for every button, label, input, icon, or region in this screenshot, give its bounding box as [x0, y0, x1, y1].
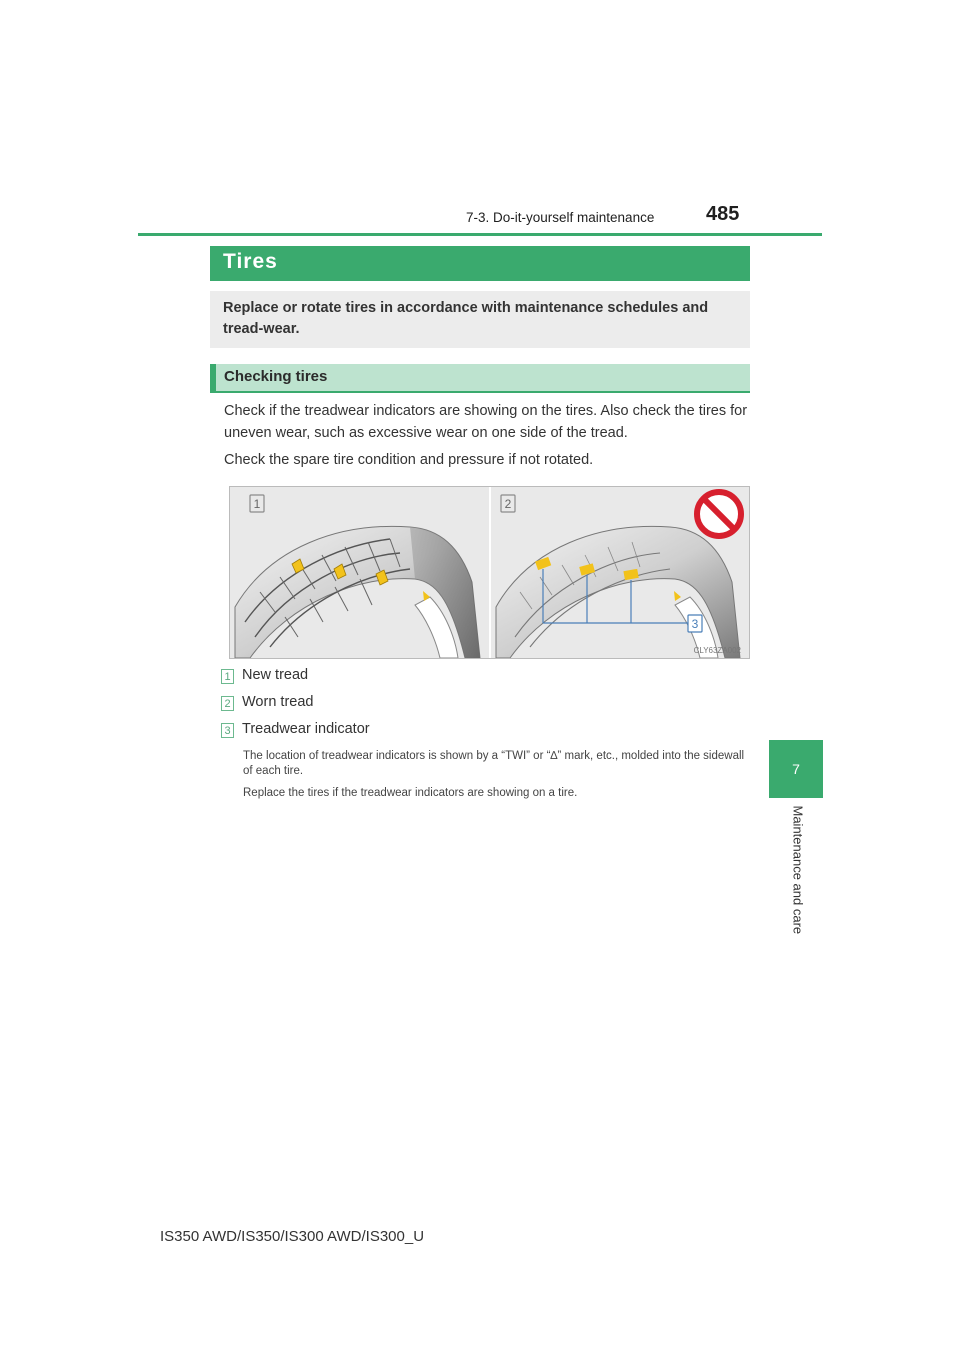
item-label: New tread — [242, 667, 309, 683]
figure-code: CLY63ZA002 — [693, 646, 741, 655]
section-title: Tires — [223, 250, 278, 273]
header-rule — [138, 233, 822, 236]
item-number: 3 — [221, 723, 234, 738]
figure-number-3-text: 3 — [691, 617, 699, 631]
figure-number-1-text: 1 — [253, 497, 261, 511]
tire-illustration — [230, 487, 749, 658]
note: The location of treadwear indicators is shown by a “TWI” or “∆” mark, etc., molded into the sidewall of each tire. — [243, 750, 745, 777]
header-section: 7-3. Do-it-yourself maintenance — [466, 210, 655, 225]
subsection-marker — [210, 364, 216, 393]
intro-text: Replace or rotate tires in accordance with maintenance schedules and tread-wear. — [223, 300, 709, 337]
chapter-label: Maintenance and care — [790, 805, 806, 935]
figure-number-2-text: 2 — [504, 497, 512, 511]
item-number: 2 — [221, 696, 234, 711]
figure-number-3 — [688, 615, 702, 632]
item-number: 1 — [221, 669, 234, 684]
section-title-bar — [210, 246, 750, 281]
page-number: 485 — [706, 203, 740, 225]
chapter-tab: 7 — [769, 740, 823, 798]
subsection-title: Checking tires — [224, 368, 328, 385]
paragraph: Check if the treadwear indicators are showing on the tires. Also check the tires for uneven wear, such as excessive wear on one side of the tread. — [224, 403, 748, 441]
note: Replace the tires if the treadwear indicators are showing on a tire. — [243, 787, 578, 799]
item-label: Treadwear indicator — [242, 721, 370, 737]
tire-figure — [229, 486, 750, 659]
footer-model: IS350 AWD/IS350/IS300 AWD/IS300_U — [160, 1228, 425, 1245]
paragraph: Check the spare tire condition and pressure if not rotated. — [224, 452, 594, 468]
no-symbol-icon — [697, 492, 741, 536]
item-label: Worn tread — [242, 694, 314, 710]
